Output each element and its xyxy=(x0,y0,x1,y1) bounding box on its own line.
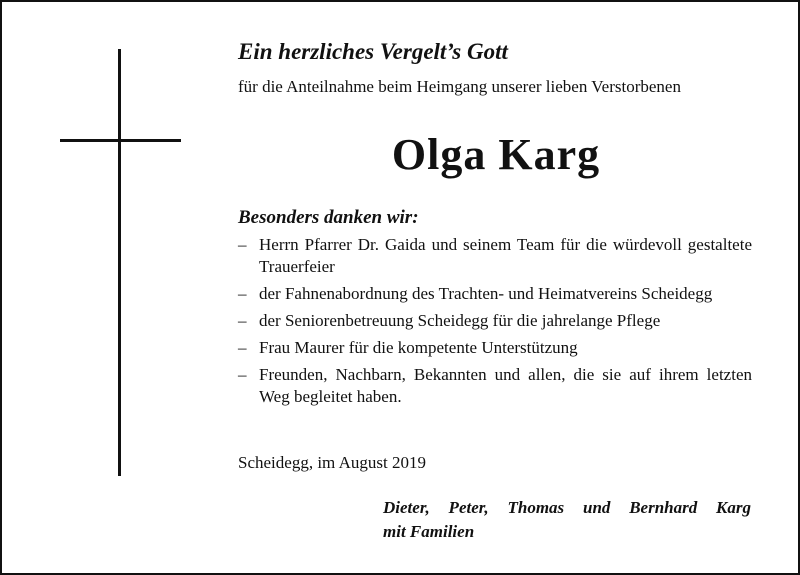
list-item-text: Frau Maurer für die kompetente Unterstützung xyxy=(259,338,578,357)
signature-family: mit Familien xyxy=(383,522,475,541)
thanks-heading: Besonders danken wir: xyxy=(238,207,419,228)
signature xyxy=(383,496,751,544)
list-dash: – xyxy=(238,284,247,303)
list-item-text: der Fahnenabordnung des Trachten- und Heimatvereins Scheidegg xyxy=(259,284,713,303)
list-dash: – xyxy=(238,365,247,384)
notice-intro: für die Anteilnahme beim Heimgang unserer lieben Verstorbenen xyxy=(238,77,681,96)
thanks-list xyxy=(238,234,752,413)
list-item xyxy=(238,310,752,332)
list-dash: – xyxy=(238,235,247,254)
list-item-text: Herrn Pfarrer Dr. Gaida und seinem Team für die würdevoll gestaltete Trauerfeier xyxy=(259,235,752,276)
list-item-text: der Seniorenbetreuung Scheidegg für die jahrelange Pflege xyxy=(259,311,661,330)
list-item-text: Freunden, Nachbarn, Bekannten und allen, die sie auf ihrem letzten Weg begleitet haben. xyxy=(259,365,752,406)
cross-icon-bar xyxy=(60,139,181,142)
cross-icon xyxy=(118,49,121,476)
list-dash: – xyxy=(238,311,247,330)
list-dash: – xyxy=(238,338,247,357)
list-item xyxy=(238,337,752,359)
place-date: Scheidegg, im August 2019 xyxy=(238,453,426,472)
list-item xyxy=(238,234,752,278)
deceased-name: Olga Karg xyxy=(391,130,601,179)
signature-names: Dieter, Peter, Thomas und Bernhard Karg xyxy=(383,498,751,517)
list-item xyxy=(238,364,752,408)
notice-title: Ein herzliches Vergelt’s Gott xyxy=(238,39,508,64)
list-item xyxy=(238,283,752,305)
